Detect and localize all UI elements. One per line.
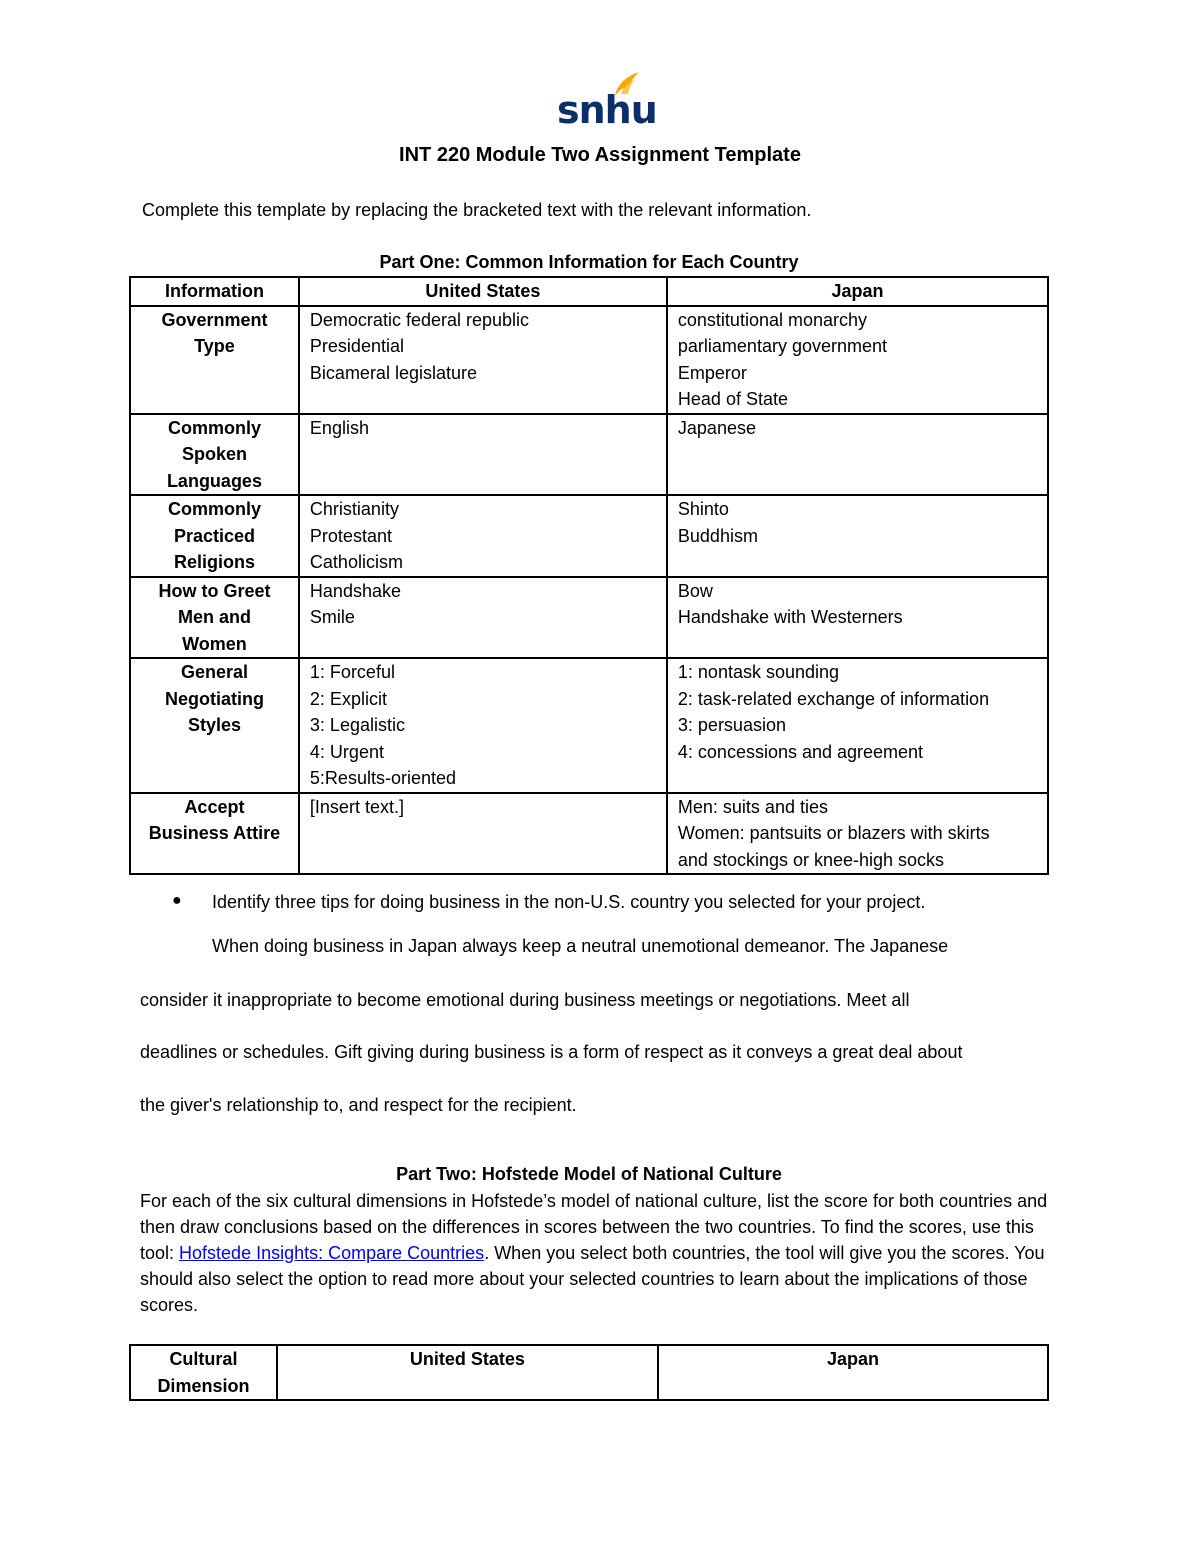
common-info-table [129, 276, 1049, 875]
bullet-icon: ● [172, 892, 182, 909]
table-row [130, 577, 1048, 659]
japan-cell[interactable]: Japanese [667, 414, 1048, 496]
header-japan: Japan [667, 277, 1048, 306]
table-row [130, 306, 1048, 414]
us-cell[interactable]: Handshake Smile [299, 577, 667, 659]
japan-cell[interactable]: Bow Handshake with Westerners [667, 577, 1048, 659]
us-cell[interactable]: Christianity Protestant Catholicism [299, 495, 667, 577]
snhu-logo [553, 70, 657, 132]
row-label: General Negotiating Styles [130, 658, 299, 793]
table-row [130, 793, 1048, 875]
table-header-row [130, 1345, 1048, 1400]
logo-text: snhu [557, 88, 657, 132]
bullet-text: Identify three tips for doing business in the non-U.S. country you selected for your project. [212, 892, 926, 912]
tips-line: deadlines or schedules. Gift giving during business is a form of respect as it conveys a great deal about [140, 1042, 963, 1062]
us-cell[interactable]: Democratic federal republic Presidential Bicameral legislature [299, 306, 667, 414]
japan-cell[interactable]: constitutional monarchy parliamentary government Emperor Head of State [667, 306, 1048, 414]
header-united-states: United States [299, 277, 667, 306]
part-two-title: Part Two: Hofstede Model of National Culture [396, 1164, 782, 1184]
row-label: Commonly Practiced Religions [130, 495, 299, 577]
header-japan: Japan [658, 1345, 1048, 1400]
us-cell[interactable]: [Insert text.] [299, 793, 667, 875]
table-row [130, 495, 1048, 577]
tips-line: the giver's relationship to, and respect for the recipient. [140, 1095, 577, 1115]
intro-text: Complete this template by replacing the bracketed text with the relevant information. [142, 200, 812, 220]
japan-cell[interactable]: 1: nontask sounding 2: task-related exchange of information 3: persuasion 4: concessions and agreement [667, 658, 1048, 793]
table-row [130, 658, 1048, 793]
japan-cell[interactable]: Men: suits and ties Women: pantsuits or blazers with skirts and stockings or knee-high socks [667, 793, 1048, 875]
page-title: INT 220 Module Two Assignment Template [399, 144, 801, 166]
us-cell[interactable]: English [299, 414, 667, 496]
table-header-row [130, 277, 1048, 306]
row-label: Commonly Spoken Languages [130, 414, 299, 496]
us-cell[interactable]: 1: Forceful 2: Explicit 3: Legalistic 4: Urgent 5:Results-oriented [299, 658, 667, 793]
part-one-title: Part One: Common Information for Each Country [379, 252, 799, 272]
japan-cell[interactable]: Shinto Buddhism [667, 495, 1048, 577]
row-label: How to Greet Men and Women [130, 577, 299, 659]
header-information: Information [130, 277, 299, 306]
hofstede-link[interactable]: Hofstede Insights: Compare Countries [179, 1243, 485, 1263]
row-label: Accept Business Attire [130, 793, 299, 875]
hofstede-table [129, 1344, 1049, 1401]
header-united-states: United States [277, 1345, 658, 1400]
part-two-instructions: For each of the six cultural dimensions in Hofstede’s model of national culture, list the score for both countries and then draw conclusions based on the differences in scores between the two countries. To find the scores, use this tool: Hofstede Insights: Compare Countries. When you select both countries, the tool will give you the scores. You should also select the option to read more about your selected countries to learn about the implications of those scores. [140, 1191, 1048, 1315]
header-cultural-dimension: Cultural Dimension [130, 1345, 277, 1400]
tips-line: When doing business in Japan always keep a neutral unemotional demeanor. The Japanese [212, 936, 949, 956]
tips-line: consider it inappropriate to become emotional during business meetings or negotiations. Meet all [140, 990, 910, 1010]
row-label: Government Type [130, 306, 299, 414]
table-row [130, 414, 1048, 496]
